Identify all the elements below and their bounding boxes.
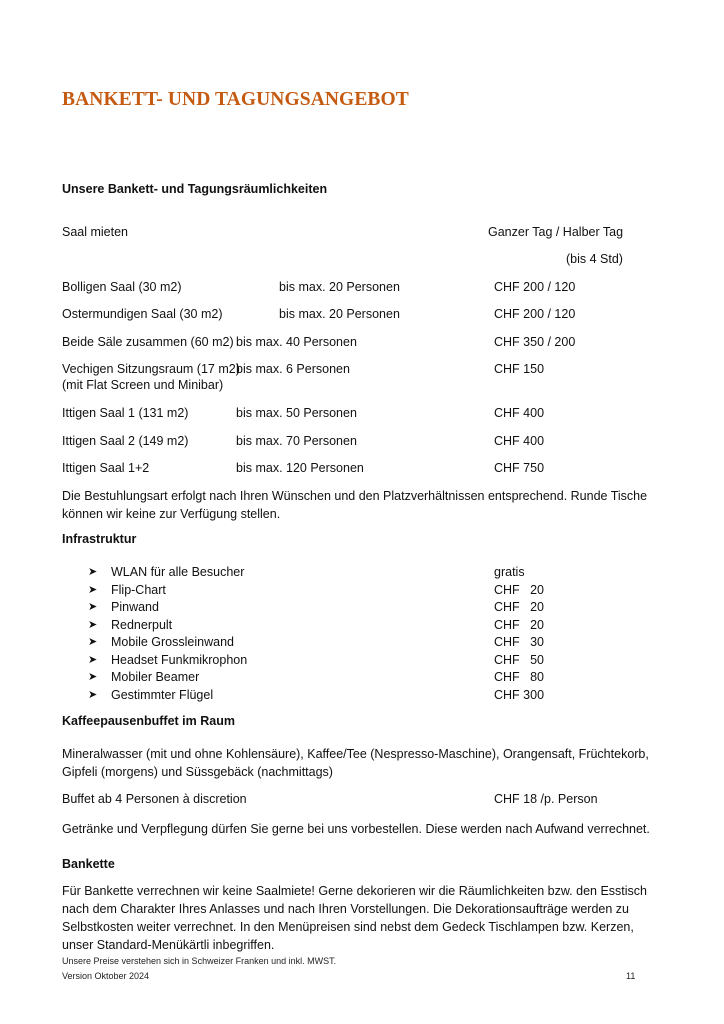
room-name: Bolligen Saal (30 m2): [62, 280, 182, 294]
room-capacity: bis max. 70 Personen: [236, 434, 357, 448]
arrow-bullet-icon: ➤: [88, 583, 98, 596]
item-label: Mobiler Beamer: [111, 670, 200, 684]
item-price: gratis: [494, 565, 525, 579]
room-name: Ittigen Saal 1 (131 m2): [62, 406, 189, 420]
page-number: 11: [626, 971, 636, 981]
rooms-header-left: Saal mieten: [62, 225, 129, 239]
item-price: CHF 50: [494, 652, 545, 667]
room-price: CHF 350 / 200: [494, 335, 576, 349]
room-name: Vechigen Sitzungsraum (17 m2): [62, 362, 240, 376]
infrastructure-item: [88, 635, 588, 653]
room-name: Ostermundigen Saal (30 m2): [62, 307, 223, 321]
room-price: CHF 200 / 120: [494, 307, 576, 321]
arrow-bullet-icon: ➤: [88, 671, 98, 683]
rooms-header-right: Ganzer Tag / Halber Tag: [488, 225, 624, 239]
banquets-heading: Bankette: [62, 857, 115, 871]
room-capacity: bis max. 20 Personen: [279, 280, 400, 294]
room-price: CHF 400: [494, 406, 545, 420]
room-capacity: bis max. 50 Personen: [236, 406, 357, 420]
item-label: Gestimmter Flügel: [111, 687, 214, 702]
rooms-heading: Unsere Bankett- und Tagungsräumlichkeiten: [62, 182, 328, 196]
order-note: Getränke und Verpflegung dürfen Sie gerne bei uns vorbestellen. Diese werden nach Aufwand verrechnet.: [62, 822, 650, 836]
item-price: CHF 20: [494, 582, 545, 597]
arrow-bullet-icon: ➤: [88, 653, 98, 666]
item-label: Flip-Chart: [111, 582, 166, 597]
infrastructure-item: [88, 653, 588, 671]
room-note: (mit Flat Screen und Minibar): [62, 378, 224, 392]
infrastructure-item: [88, 670, 588, 688]
room-capacity: bis max. 20 Personen: [279, 307, 400, 321]
footer-price-note: Unsere Preise verstehen sich in Schweizer Franken und inkl. MWST.: [62, 956, 337, 966]
item-label: WLAN für alle Besucher: [111, 565, 245, 579]
coffee-break-heading: Kaffeepausenbuffet im Raum: [62, 714, 235, 728]
room-price: CHF 400: [494, 434, 545, 448]
page-title: BANKETT- UND TAGUNGSANGEBOT: [62, 89, 409, 110]
room-capacity: bis max. 6 Personen: [236, 362, 350, 376]
room-name: Ittigen Saal 1+2: [62, 461, 150, 475]
room-name: Ittigen Saal 2 (149 m2): [62, 434, 189, 448]
room-price: CHF 200 / 120: [494, 280, 576, 294]
infrastructure-item: [88, 565, 588, 583]
room-name: Beide Säle zusammen (60 m2): [62, 335, 234, 349]
infrastructure-item: [88, 618, 588, 636]
coffee-break-description: Mineralwasser (mit und ohne Kohlensäure), Kaffee/Tee (Nespresso-Maschine), Orangensaft, Früchtekorb, Gipfeli (morgens) und Süssgebäck (nachmittags): [62, 747, 649, 779]
arrow-bullet-icon: ➤: [88, 688, 98, 701]
arrow-bullet-icon: ➤: [88, 636, 98, 648]
item-price: CHF 80: [494, 670, 545, 684]
item-label: Rednerpult: [111, 617, 173, 632]
arrow-bullet-icon: ➤: [88, 601, 98, 613]
buffet-price: CHF 18 /p. Person: [494, 792, 598, 806]
arrow-bullet-icon: ➤: [88, 618, 98, 631]
item-label: Mobile Grossleinwand: [111, 635, 234, 649]
footer-version: Version Oktober 2024: [62, 971, 150, 981]
item-label: Headset Funkmikrophon: [111, 652, 248, 667]
infrastructure-item: [88, 600, 588, 618]
room-capacity: bis max. 120 Personen: [236, 461, 364, 475]
infrastructure-item: [88, 583, 588, 601]
infrastructure-heading: Infrastruktur: [62, 532, 137, 546]
room-capacity: bis max. 40 Personen: [236, 335, 357, 349]
seating-note: Die Bestuhlungsart erfolgt nach Ihren Wünschen und den Platzverhältnissen entsprechend. Runde Tische können wir keine zur Verfügung stellen.: [62, 489, 648, 521]
room-price: CHF 150: [494, 362, 545, 376]
item-price: CHF 20: [494, 617, 545, 632]
banquets-text: Für Bankette verrechnen wir keine Saalmiete! Gerne dekorieren wir die Räumlichkeiten bzw. den Esstisch nach dem Charakter Ihres Anlasses und nach Ihren Vorstellungen. Die Dekorationsaufträge werden zu Selbstkosten weiter verrechnet. In den Menüpreisen sind nebst dem Gedeck Tischlampen bzw. Kerzen, unser Standard-Menükärtli inbegriffen.: [62, 884, 647, 952]
arrow-bullet-icon: ➤: [88, 566, 98, 578]
item-price: CHF 30: [494, 635, 545, 649]
item-price: CHF 20: [494, 600, 545, 614]
item-price: CHF 300: [494, 687, 545, 702]
room-price: CHF 750: [494, 461, 545, 475]
rooms-header-right-sub: (bis 4 Std): [566, 252, 623, 266]
item-label: Pinwand: [111, 600, 159, 614]
infrastructure-item: [88, 688, 588, 706]
buffet-label: Buffet ab 4 Personen à discretion: [62, 792, 247, 806]
